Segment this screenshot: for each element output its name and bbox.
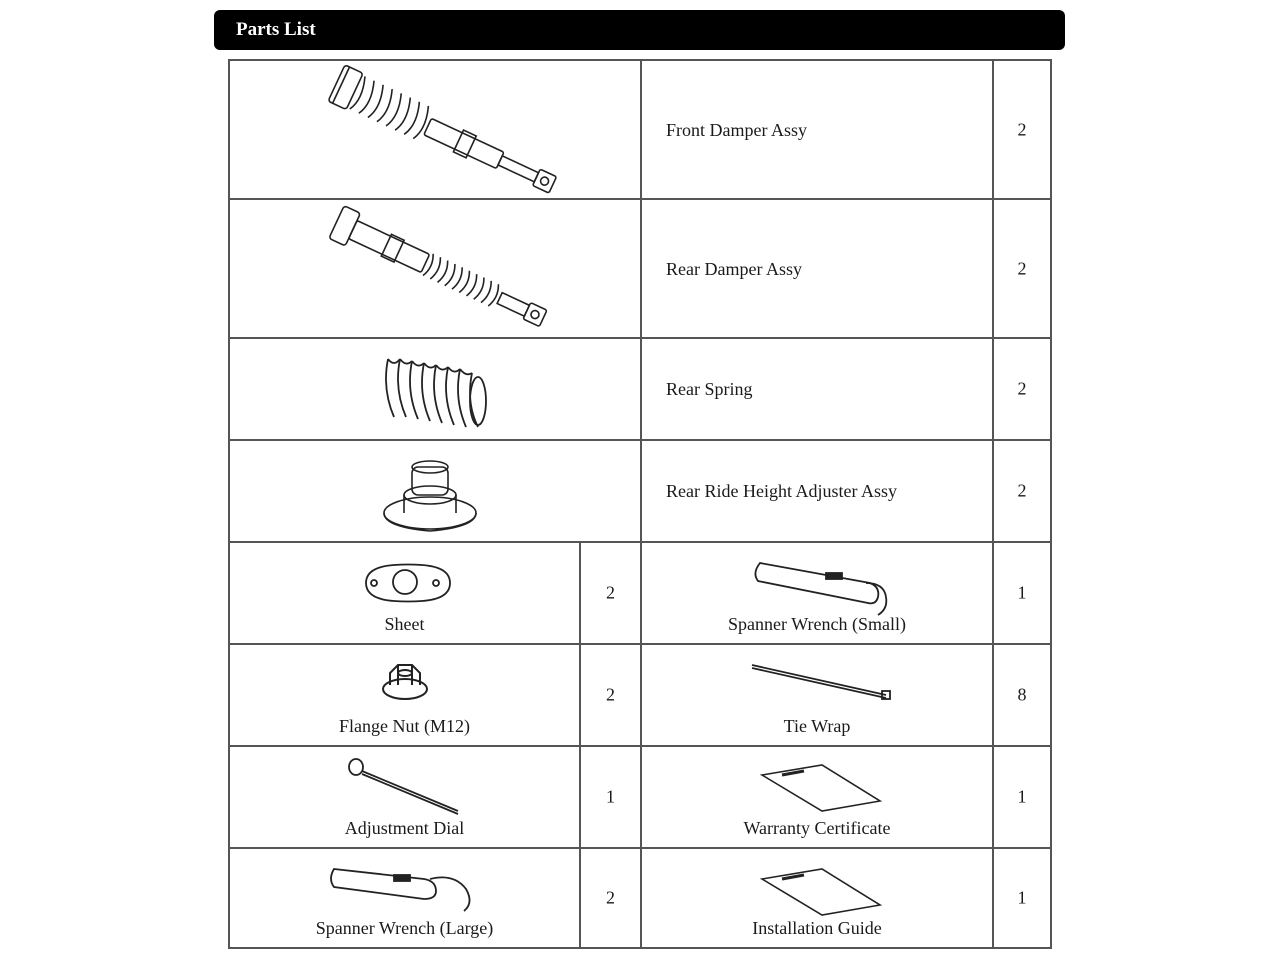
part-qty: 2: [606, 582, 615, 603]
qty-cell: [992, 198, 1052, 339]
name-cell: [640, 337, 994, 441]
qty-cell: [992, 745, 1052, 849]
image-cell-front-damper: [228, 59, 642, 200]
part-name: Sheet: [384, 614, 425, 634]
image-cell-installation-guide: [640, 847, 994, 949]
part-qty: 2: [606, 684, 615, 705]
name-cell: [640, 439, 994, 543]
ride-height-adjuster-icon: [230, 441, 644, 545]
part-qty: 2: [1017, 119, 1027, 139]
part-name: Installation Guide: [752, 918, 882, 938]
image-cell-spanner-small: [640, 541, 994, 645]
part-qty: 1: [606, 786, 615, 807]
name-cell: [640, 59, 994, 200]
part-qty: 2: [606, 887, 615, 908]
part-name: Flange Nut (M12): [339, 716, 470, 736]
part-name: Rear Damper Assy: [666, 259, 802, 279]
qty-cell: [579, 541, 642, 645]
name-cell: [640, 198, 994, 339]
part-name: Warranty Certificate: [743, 818, 891, 838]
part-qty: 1: [1017, 786, 1027, 807]
page-title: Parts List: [236, 19, 316, 40]
qty-cell: [579, 847, 642, 949]
part-name: Spanner Wrench (Large): [315, 918, 494, 938]
part-name: Rear Spring: [666, 379, 753, 399]
part-name: Tie Wrap: [783, 716, 851, 736]
part-qty: 1: [1017, 887, 1027, 908]
part-qty: 2: [1017, 480, 1027, 501]
image-cell-ride-height-adjuster: [228, 439, 642, 543]
qty-cell: [992, 337, 1052, 441]
part-qty: 2: [1017, 378, 1027, 399]
rear-damper-icon: [230, 200, 644, 341]
image-cell-adjustment-dial: [228, 745, 581, 849]
part-name: Front Damper Assy: [666, 120, 807, 140]
rear-spring-icon: [230, 339, 644, 443]
part-qty: 8: [1017, 684, 1027, 705]
image-cell-rear-damper: [228, 198, 642, 339]
part-name: Spanner Wrench (Small): [728, 614, 906, 634]
parts-table: [228, 59, 1052, 949]
qty-cell: [579, 643, 642, 747]
qty-cell: [992, 847, 1052, 949]
qty-cell: [992, 439, 1052, 543]
qty-cell: [579, 745, 642, 849]
image-cell-spanner-large: [228, 847, 581, 949]
qty-cell: [992, 541, 1052, 645]
image-cell-warranty-certificate: [640, 745, 994, 849]
part-qty: 1: [1017, 582, 1027, 603]
parts-list-header: [214, 10, 1065, 50]
image-cell-sheet: [228, 541, 581, 645]
qty-cell: [992, 643, 1052, 747]
image-cell-tie-wrap: [640, 643, 994, 747]
front-damper-icon: [230, 61, 644, 202]
image-cell-flange-nut: [228, 643, 581, 747]
image-cell-rear-spring: [228, 337, 642, 441]
qty-cell: [992, 59, 1052, 200]
part-name: Adjustment Dial: [344, 818, 465, 838]
part-name: Rear Ride Height Adjuster Assy: [666, 481, 897, 501]
part-qty: 2: [1017, 258, 1027, 278]
